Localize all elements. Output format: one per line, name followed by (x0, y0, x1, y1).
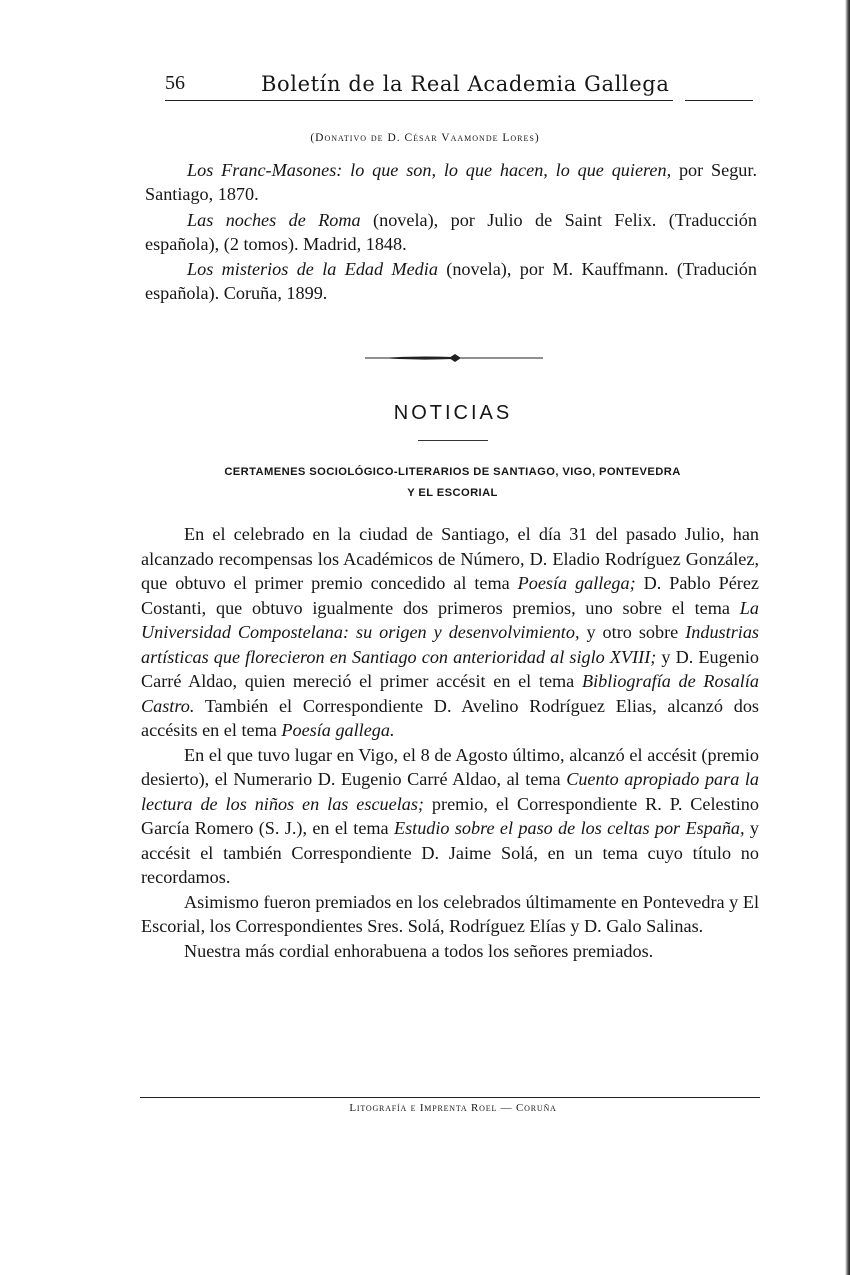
news-body (141, 522, 759, 963)
footer-rule (140, 1097, 760, 1098)
printer-imprint: Litografía e Imprenta Roel — Coruña (349, 1102, 557, 1114)
italic-title: Poesía gallega; (517, 573, 636, 593)
paragraph (141, 522, 759, 743)
section-title: NOTICIAS (393, 402, 513, 424)
italic-title: Industrias artísticas que florecieron en Santiago con anterioridad al siglo XVIII; (141, 622, 759, 667)
text-run: En el celebrado en la ciudad de Santiago, el día 31 del pasado Julio, han alcanzado recompensas los Académicos de Número, D. Eladio Rodríguez González, que obtuvo el primer premio concedido al tema (141, 524, 759, 593)
text-run: También el Correspondiente D. Avelino Rodríguez Elias, alcanzó dos accésits en el tema (141, 695, 759, 740)
text-run: premio, el Correspondiente R. P. Celestino García Romero (S. J.), en el tema (141, 793, 759, 838)
donation-note: (Donativo de D. César Vaamonde Lores) (310, 132, 540, 144)
book-title: Las noches de Roma (187, 210, 361, 230)
book-title: Los misterios de la Edad Media (187, 259, 438, 279)
book-title: Los Franc-Masones: lo que son, lo que hacen, lo que quieren, (187, 160, 672, 180)
italic-title: Cuento apropiado para la lectura de los niños en las escuelas; (141, 769, 759, 814)
italic-title: Bibliografía de Rosalía Castro. (141, 671, 759, 716)
bibliography-entry (145, 257, 757, 306)
text-run: En el que tuvo lugar en Vigo, el 8 de Agosto último, alcanzó el accésit (premio desierto), el Numerario D. Eugenio Carré Aldao, al tema (141, 744, 759, 789)
book-details: (novela), por Julio de Saint Felix. (Traducción española), (2 tomos). Madrid, 1848. (145, 210, 757, 255)
news-subtitle (165, 462, 740, 504)
book-details: por Segur. Santiago, 1870. (145, 160, 757, 205)
paragraph (141, 743, 759, 890)
paragraph: Nuestra más cordial enhorabuena a todos los señores premiados. (184, 940, 654, 961)
bibliography-entry (145, 208, 757, 257)
header-rule (165, 100, 673, 101)
page-header (165, 72, 753, 102)
paragraph: Asimismo fueron premiados en los celebrados últimamente en Pontevedra y El Escorial, los Correspondientes Sres. Solá, Rodríguez Elías y D. Galo Salinas. (141, 891, 759, 936)
text-run: D. Pablo Pérez Costanti, que obtuvo igualmente dos primeros premios, uno sobre el tema (141, 573, 759, 618)
page-number: 56 (165, 72, 185, 94)
subtitle-line: Y EL ESCORIAL (407, 487, 498, 499)
divider-ornament (365, 350, 543, 366)
text-run: y D. Eugenio Carré Aldao, quien mereció el primer accésit en el tema (141, 646, 760, 691)
running-title: Boletín de la Real Academia Gallega (261, 72, 670, 96)
italic-title: Estudio sobre el paso de los celtas por España, (393, 818, 745, 838)
text-run: y otro sobre (579, 622, 686, 642)
book-details: (novela), por M. Kauffmann. (Tradución española). Coruña, 1899. (145, 259, 757, 304)
bibliography-entry (145, 158, 757, 207)
italic-title: Poesía gallega. (281, 720, 395, 740)
section-rule (418, 440, 488, 441)
scan-edge (845, 0, 850, 1275)
italic-title: La Universidad Compostelana: su origen y desenvolvimiento, (141, 597, 759, 642)
subtitle-line: CERTAMENES SOCIOLÓGICO-LITERARIOS DE SANTIAGO, VIGO, PONTEVEDRA (224, 466, 681, 478)
header-rule-short (685, 100, 753, 101)
text-run: y accésit el también Correspondiente D. Jaime Solá, en un tema cuyo título no recordamos. (141, 818, 760, 887)
